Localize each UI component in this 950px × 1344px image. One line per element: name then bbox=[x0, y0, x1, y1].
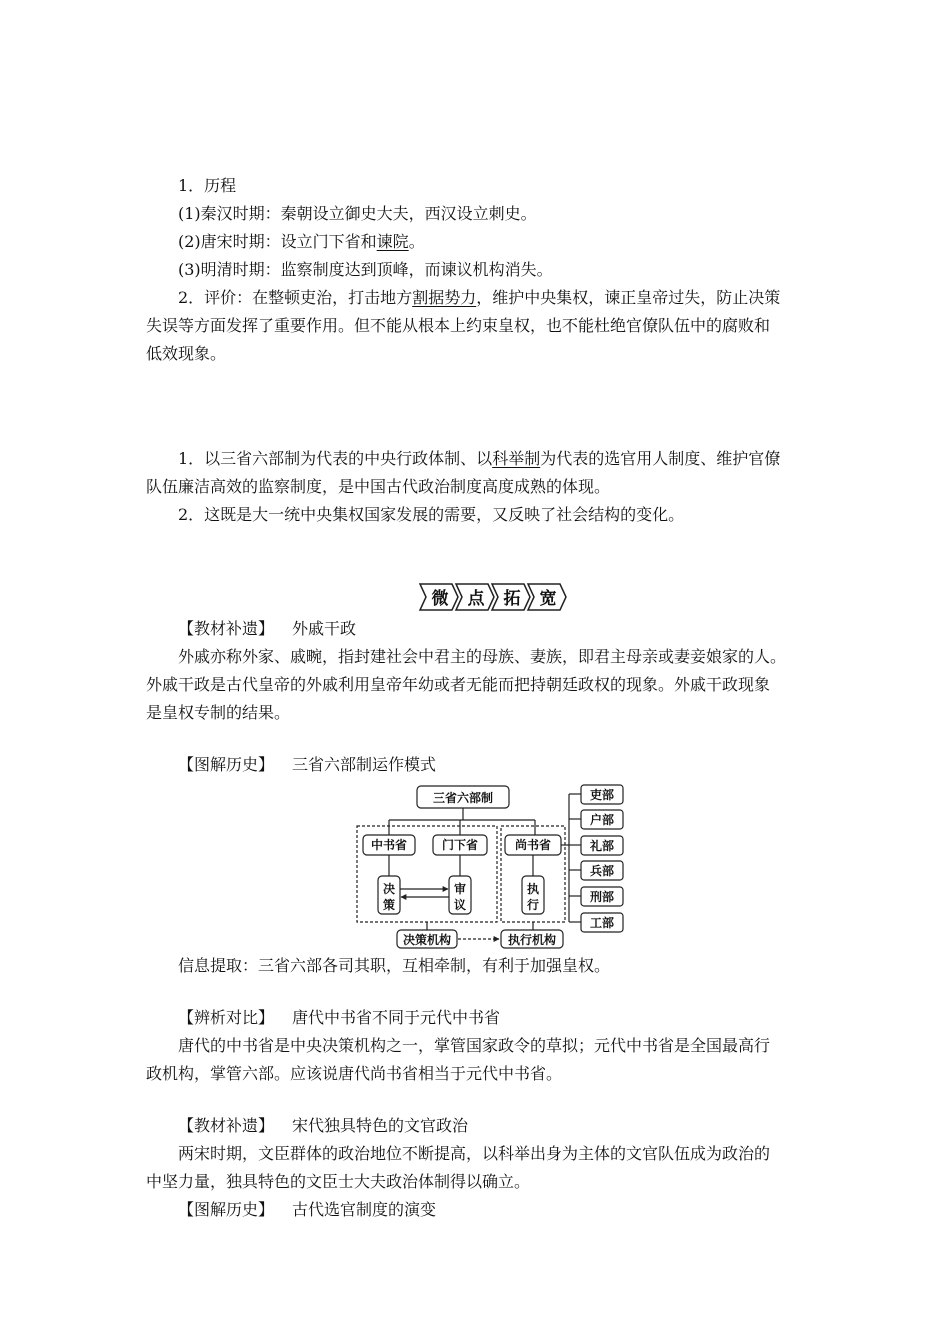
juece-jigou-label: 决策机构 bbox=[402, 933, 452, 947]
summary-line-3: 2．这既是大一统中央集权国家发展的需要，又反映了社会结构的变化。 bbox=[178, 505, 685, 524]
zhongshu-label: 中书省 bbox=[370, 838, 408, 852]
sansheng-heading bbox=[178, 754, 436, 776]
sansheng-info: 信息提取：三省六部各司其职，互相牵制，有利于加强皇权。 bbox=[178, 956, 611, 975]
shangshu-label: 尚书省 bbox=[514, 838, 552, 852]
section-title: 宋代独具特色的文官政治 bbox=[292, 1116, 469, 1135]
section-tag: 【辨析对比】 bbox=[178, 1008, 275, 1027]
shenyi-char: 议 bbox=[453, 898, 467, 912]
shenyi-char: 审 bbox=[453, 882, 467, 896]
text: (2)唐宋时期：设立门下省和 bbox=[178, 232, 377, 251]
evaluation-line-2: 失误等方面发挥了重要作用。但不能从根本上约束皇权，也不能杜绝官僚队伍中的腐败和 bbox=[146, 316, 771, 335]
ministry-label: 刑部 bbox=[589, 890, 615, 904]
ministry-label: 兵部 bbox=[589, 864, 615, 878]
evaluation-line-3: 低效现象。 bbox=[146, 344, 227, 363]
ministry-label: 工部 bbox=[589, 916, 615, 930]
zhixing-char: 执 bbox=[526, 882, 540, 896]
section-title: 唐代中书省不同于元代中书省 bbox=[292, 1008, 501, 1027]
song-line-2: 中坚力量，独具特色的文臣士大夫政治体制得以确立。 bbox=[146, 1172, 531, 1191]
zhixing-char: 行 bbox=[526, 898, 540, 912]
text: 1．以三省六部制为代表的中央行政体制、以 bbox=[178, 449, 493, 468]
banner-char: 拓 bbox=[503, 589, 521, 609]
sansheng-liubu-diagram bbox=[355, 780, 630, 952]
text: 为代表的选官用人制度、维护官僚 bbox=[540, 449, 781, 468]
section-title: 古代选官制度的演变 bbox=[292, 1200, 437, 1219]
song-heading bbox=[178, 1115, 468, 1137]
text: 。 bbox=[408, 232, 425, 251]
banner-char: 微 bbox=[431, 589, 449, 609]
section-tag: 【图解历史】 bbox=[178, 1200, 275, 1219]
ministry-label: 礼部 bbox=[589, 839, 615, 853]
top-label: 三省六部制 bbox=[432, 791, 494, 805]
ministry-label: 户部 bbox=[589, 813, 615, 827]
underlined-term: 谏院 bbox=[376, 232, 409, 251]
section-tag: 【图解历史】 bbox=[178, 755, 275, 774]
juece-char: 策 bbox=[382, 898, 396, 912]
bianxi-line-2: 政机构，掌管六部。应该说唐代尚书省相当于元代中书省。 bbox=[146, 1064, 563, 1083]
waiqi-line-2: 外戚干政是古代皇帝的外戚利用皇帝年幼或者无能而把持朝廷政权的现象。外戚干政现象 bbox=[146, 675, 771, 694]
waiqi-heading bbox=[178, 618, 356, 640]
ministry-label: 吏部 bbox=[589, 788, 615, 802]
history-heading: 1．历程 bbox=[178, 176, 237, 195]
history-item-tang-song bbox=[178, 231, 425, 253]
history-item-qin-han: (1)秦汉时期：秦朝设立御史大夫，西汉设立刺史。 bbox=[178, 204, 537, 223]
waiqi-line-3: 是皇权专制的结果。 bbox=[146, 703, 291, 722]
history-item-ming-qing: (3)明清时期：监察制度达到顶峰，而谏议机构消失。 bbox=[178, 260, 553, 279]
evaluation-line-1 bbox=[178, 287, 780, 309]
section-banner bbox=[418, 581, 568, 613]
song-line-1: 两宋时期，文臣群体的政治地位不断提高，以科举出身为主体的文官队伍成为政治的 bbox=[178, 1144, 771, 1163]
bianxi-line-1: 唐代的中书省是中央决策机构之一，掌管国家政令的草拟；元代中书省是全国最高行 bbox=[178, 1036, 771, 1055]
banner-char: 宽 bbox=[539, 589, 557, 609]
summary-line-1 bbox=[178, 448, 780, 470]
summary-line-2: 队伍廉洁高效的监察制度，是中国古代政治制度高度成熟的体现。 bbox=[146, 477, 611, 496]
underlined-term: 割据势力 bbox=[412, 288, 477, 307]
text: 2．评价：在整顿吏治，打击地方 bbox=[178, 288, 413, 307]
text: ，维护中央集权，谏正皇帝过失，防止决策 bbox=[476, 288, 781, 307]
section-tag: 【教材补遗】 bbox=[178, 1116, 275, 1135]
xuanguan-heading bbox=[178, 1199, 436, 1221]
waiqi-line-1: 外戚亦称外家、戚畹，指封建社会中君主的母族、妻族，即君主母亲或妻妾娘家的人。 bbox=[178, 647, 787, 666]
section-title: 外戚干政 bbox=[292, 619, 357, 638]
banner-char: 点 bbox=[467, 589, 485, 609]
section-title: 三省六部制运作模式 bbox=[292, 755, 437, 774]
zhixing-jigou-label: 执行机构 bbox=[507, 933, 557, 947]
menxia-label: 门下省 bbox=[441, 838, 479, 852]
underlined-term: 科举制 bbox=[492, 449, 541, 468]
bianxi-heading bbox=[178, 1007, 500, 1029]
section-tag: 【教材补遗】 bbox=[178, 619, 275, 638]
juece-char: 决 bbox=[382, 882, 396, 896]
